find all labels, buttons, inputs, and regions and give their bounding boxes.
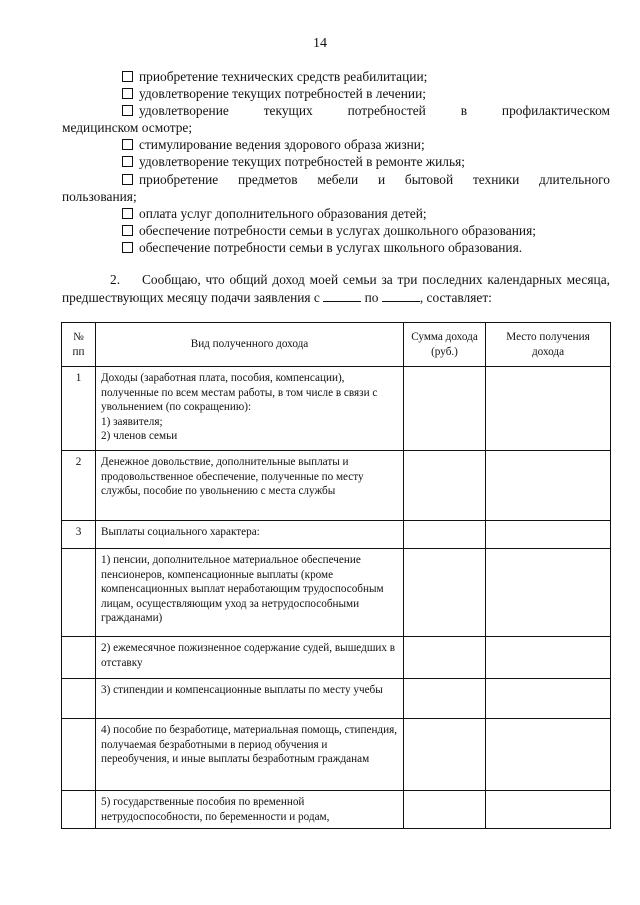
checkbox-icon[interactable] — [122, 225, 133, 236]
row-place-cell[interactable] — [486, 549, 611, 637]
row-amount-cell[interactable] — [404, 367, 486, 451]
checklist-item[interactable]: стимулирование ведения здорового образа жизни; — [62, 136, 610, 153]
income-table — [61, 322, 611, 829]
row-place-cell[interactable] — [486, 719, 611, 791]
row-number — [62, 679, 96, 719]
header-income-type: Вид полученного дохода — [96, 323, 404, 367]
row-place-cell[interactable] — [486, 451, 611, 521]
checklist-item[interactable]: удовлетворение текущих потребностей в профилактическом медицинском осмотре; — [62, 103, 610, 136]
table-row — [62, 637, 611, 679]
table-row — [62, 451, 611, 521]
checkbox-icon[interactable] — [122, 105, 133, 116]
row-amount-cell[interactable] — [404, 791, 486, 829]
checklist-item[interactable]: оплата услуг дополнительного образования детей; — [62, 205, 610, 222]
checklist-item[interactable]: обеспечение потребности семьи в услугах дошкольного образования; — [62, 222, 610, 239]
row-amount-cell[interactable] — [404, 637, 486, 679]
checkbox-icon[interactable] — [122, 88, 133, 99]
checklist-item[interactable]: приобретение предметов мебели и бытовой техники длительного пользования; — [62, 171, 610, 204]
checklist-item[interactable]: приобретение технических средств реабилитации; — [62, 68, 610, 85]
row-income-type: Доходы (заработная плата, пособия, компенсации), полученные по всем местам работы, в том числе в связи с увольнением (по сокращению): 1) заявителя; 2) членов семьи — [96, 367, 404, 451]
row-number: 2 — [62, 451, 96, 521]
checklist-item[interactable]: удовлетворение текущих потребностей в ремонте жилья; — [62, 153, 610, 170]
row-amount-cell[interactable] — [404, 719, 486, 791]
table-row — [62, 719, 611, 791]
page-number: 14 — [313, 36, 327, 51]
row-income-type: 4) пособие по безработице, материальная помощь, стипендия, получаемая безработными в период обучения и переобучения, и иные выплаты безработным гражданам — [96, 719, 404, 791]
row-place-cell[interactable] — [486, 367, 611, 451]
row-place-cell[interactable] — [486, 679, 611, 719]
table-row — [62, 791, 611, 829]
header-place: Место получения дохода — [486, 323, 611, 367]
checklist — [62, 68, 610, 256]
row-amount-cell[interactable] — [404, 549, 486, 637]
checkbox-icon[interactable] — [122, 242, 133, 253]
row-amount-cell[interactable] — [404, 451, 486, 521]
section-2-paragraph: 2. Сообщаю, что общий доход моей семьи за три последних календарных месяца, предшествующих месяцу подачи заявления с по , составляет: — [62, 272, 610, 305]
row-place-cell[interactable] — [486, 637, 611, 679]
table-row — [62, 679, 611, 719]
row-place-cell[interactable] — [486, 791, 611, 829]
table-header — [62, 323, 611, 367]
row-income-type: Выплаты социального характера: — [96, 521, 404, 549]
table-row — [62, 367, 611, 451]
row-number — [62, 549, 96, 637]
checkbox-icon[interactable] — [122, 208, 133, 219]
table-row — [62, 521, 611, 549]
row-income-type: Денежное довольствие, дополнительные выплаты и продовольственное обеспечение, полученные по месту службы, пособие по увольнению с места службы — [96, 451, 404, 521]
table-row — [62, 549, 611, 637]
checklist-item[interactable]: обеспечение потребности семьи в услугах школьного образования. — [62, 239, 610, 256]
header-amount: Сумма дохода (руб.) — [404, 323, 486, 367]
date-to-blank[interactable] — [382, 290, 420, 302]
row-income-type: 1) пенсии, дополнительное материальное обеспечение пенсионеров, компенсационные выплаты (кроме компенсационных выплат неработающим трудоспособным лицам, осуществляющим уход за нетрудоспособными гражданами) — [96, 549, 404, 637]
row-number — [62, 791, 96, 829]
row-number: 3 — [62, 521, 96, 549]
checklist-item[interactable]: удовлетворение текущих потребностей в лечении; — [62, 85, 610, 102]
date-from-blank[interactable] — [323, 290, 361, 302]
row-number — [62, 719, 96, 791]
row-income-type: 5) государственные пособия по временной нетрудоспособности, по беременности и родам, — [96, 791, 404, 829]
row-income-type: 3) стипендии и компенсационные выплаты по месту учебы — [96, 679, 404, 719]
checkbox-icon[interactable] — [122, 174, 133, 185]
checkbox-icon[interactable] — [122, 71, 133, 82]
row-number — [62, 637, 96, 679]
row-number: 1 — [62, 367, 96, 451]
row-amount-cell[interactable] — [404, 679, 486, 719]
row-income-type: 2) ежемесячное пожизненное содержание судей, вышедших в отставку — [96, 637, 404, 679]
row-place-cell[interactable] — [486, 521, 611, 549]
checkbox-icon[interactable] — [122, 139, 133, 150]
header-num: № пп — [62, 323, 96, 367]
checkbox-icon[interactable] — [122, 156, 133, 167]
row-amount-cell[interactable] — [404, 521, 486, 549]
